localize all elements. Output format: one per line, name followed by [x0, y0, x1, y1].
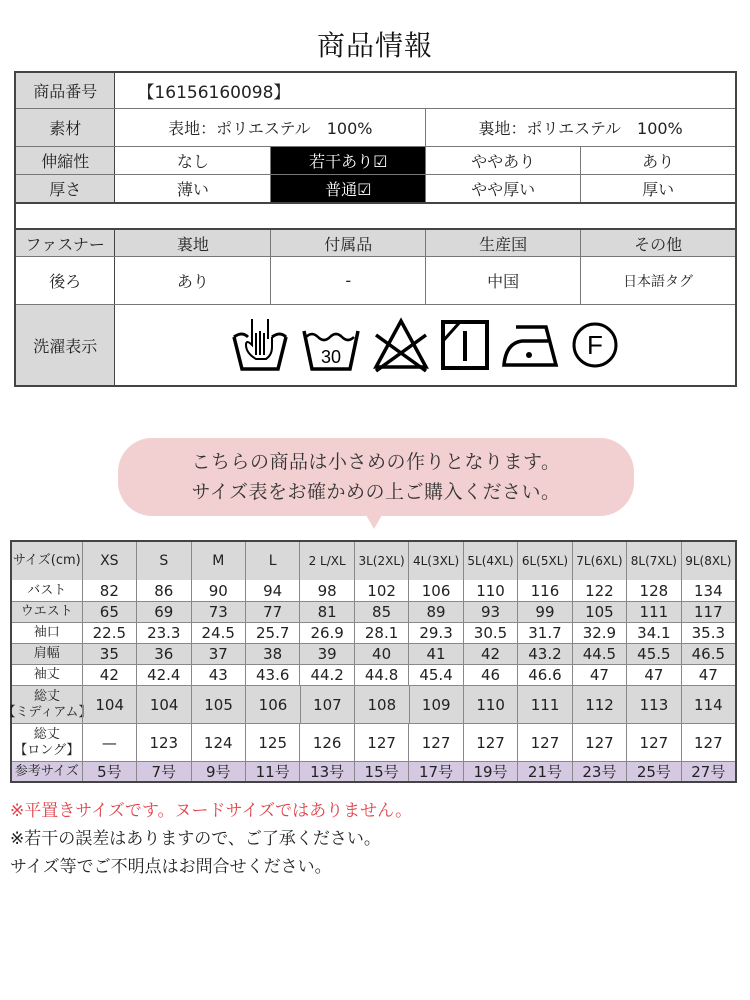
bubble-tail [366, 515, 382, 529]
size-value: 36 [136, 644, 190, 664]
care-label: 洗濯表示 [16, 305, 115, 385]
size-value: 90 [191, 580, 245, 601]
other-value: 日本語タグ [580, 257, 735, 304]
size-value: 77 [245, 602, 299, 622]
size-value: 19号 [463, 762, 517, 781]
size-value: 44.5 [572, 644, 626, 664]
size-value: 65 [82, 602, 136, 622]
stretch-option-selected: 若干あり☑ [270, 147, 425, 174]
size-value: 106 [408, 580, 462, 601]
size-value: 110 [463, 686, 517, 723]
size-value: 47 [681, 665, 735, 685]
country-value: 中国 [425, 257, 580, 304]
size-value: 109 [409, 686, 463, 723]
size-value: 13号 [299, 762, 353, 781]
thickness-row [16, 174, 735, 202]
care-icons-cell [115, 305, 735, 385]
stretch-option: ややあり [425, 147, 580, 174]
size-value: 110 [463, 580, 517, 601]
note-flat-measure: ※平置きサイズです。ヌードサイズではありません。 [10, 801, 413, 821]
size-value: 40 [354, 644, 408, 664]
size-value: 24.5 [191, 623, 245, 643]
size-value: 128 [626, 580, 680, 601]
size-value: 114 [681, 686, 735, 723]
size-row-label [12, 724, 82, 761]
size-value: 46 [463, 665, 517, 685]
product-info-table [14, 71, 737, 387]
stretch-option: あり [580, 147, 735, 174]
note-tolerance: ※若干の誤差はありますので、ご了承ください。 [10, 829, 381, 849]
size-value: 43.6 [245, 665, 299, 685]
size-value: 38 [245, 644, 299, 664]
size-value: 108 [354, 686, 408, 723]
size-row [12, 643, 735, 664]
size-value: 89 [408, 602, 462, 622]
size-value: 46.5 [681, 644, 735, 664]
size-value: 82 [82, 580, 136, 601]
size-header: 5L(4XL) [463, 542, 517, 580]
size-value: 34.1 [626, 623, 680, 643]
size-value: 85 [354, 602, 408, 622]
size-header: XS [82, 542, 136, 580]
size-value: 21号 [517, 762, 571, 781]
details-header-row [16, 228, 735, 256]
size-value: 35 [82, 644, 136, 664]
size-corner-label: サイズ(cm) [12, 553, 81, 568]
size-value: 43.2 [517, 644, 571, 664]
thickness-option: 薄い [176, 180, 209, 199]
size-value: 42.4 [136, 665, 190, 685]
size-row-label-sub: 【ミディアム】 [2, 704, 92, 720]
size-header: 8L(7XL) [626, 542, 680, 580]
size-value: 127 [354, 724, 408, 761]
size-value: 29.3 [408, 623, 462, 643]
no-bleach-icon [372, 317, 430, 373]
care-row [16, 304, 735, 385]
size-value: 42 [82, 665, 136, 685]
size-value: — [82, 724, 136, 761]
lining-header: 裏地 [115, 230, 270, 256]
notice-line-1: こちらの商品は小さめの作りとなります。 [191, 451, 561, 473]
size-value: 17号 [408, 762, 462, 781]
size-header: 4L(3XL) [408, 542, 462, 580]
size-value: 30.5 [463, 623, 517, 643]
size-value: 94 [245, 580, 299, 601]
iron-low-icon [500, 319, 560, 371]
size-value: 98 [299, 580, 353, 601]
size-value: 23号 [572, 762, 626, 781]
size-value: 45.4 [408, 665, 462, 685]
size-value: 105 [191, 686, 245, 723]
size-row-label-main: 総丈 [33, 726, 60, 742]
size-value: 116 [517, 580, 571, 601]
size-value: 39 [299, 644, 353, 664]
size-row [12, 723, 735, 761]
size-value: 25号 [626, 762, 680, 781]
thickness-label: 厚さ [16, 175, 115, 202]
size-row-label: 肩幅 [33, 646, 60, 661]
size-value: 25.7 [245, 623, 299, 643]
size-value: 42 [463, 644, 517, 664]
material-lining: 裏地：ポリエステル 100% [425, 109, 735, 146]
size-value: 111 [517, 686, 571, 723]
size-header-row [12, 542, 735, 580]
size-value: 113 [626, 686, 680, 723]
size-value: 47 [626, 665, 680, 685]
lining-value: あり [176, 272, 209, 291]
size-row [12, 622, 735, 643]
size-value: 127 [681, 724, 735, 761]
size-row-label: バスト [27, 582, 67, 598]
size-value: 47 [572, 665, 626, 685]
wash-30-icon [300, 317, 362, 373]
dry-clean-f-icon [570, 320, 620, 370]
size-value: 107 [300, 686, 354, 723]
size-value: 81 [299, 602, 353, 622]
thickness-option-selected: 普通☑ [270, 175, 425, 202]
accessories-value: - [270, 257, 425, 304]
material-label: 素材 [16, 109, 115, 146]
size-header: L [245, 542, 299, 580]
size-value: 112 [572, 686, 626, 723]
size-value: 124 [191, 724, 245, 761]
size-header: S [136, 542, 190, 580]
size-row-label-sub: 【ロング】 [14, 742, 80, 758]
material-row [16, 108, 735, 146]
size-value: 127 [572, 724, 626, 761]
size-value: 127 [517, 724, 571, 761]
size-value: 99 [517, 602, 571, 622]
size-row-label: 参考サイズ [14, 763, 79, 779]
size-row [12, 761, 735, 781]
size-header: 9L(8XL) [681, 542, 735, 580]
size-value: 15号 [354, 762, 408, 781]
other-header: その他 [580, 230, 735, 256]
size-value: 125 [245, 724, 299, 761]
svg-text:F: F [587, 330, 604, 360]
size-value: 122 [572, 580, 626, 601]
stretch-row [16, 146, 735, 174]
size-value: 102 [354, 580, 408, 601]
size-value: 28.1 [354, 623, 408, 643]
size-row [12, 664, 735, 685]
country-header: 生産国 [425, 230, 580, 256]
shade-line-dry-icon [440, 319, 490, 371]
hand-wash-icon [230, 317, 290, 373]
size-row [12, 601, 735, 622]
size-value: 69 [136, 602, 190, 622]
size-row [12, 580, 735, 601]
thickness-option: 厚い [580, 175, 735, 202]
size-row-label: 袖丈 [33, 667, 60, 682]
stretch-label: 伸縮性 [16, 147, 115, 174]
size-value: 105 [572, 602, 626, 622]
size-value: 43 [191, 665, 245, 685]
size-value: 22.5 [82, 623, 136, 643]
size-notes [10, 797, 412, 881]
size-value: 104 [82, 686, 136, 723]
zipper-label: ファスナー [16, 230, 115, 256]
size-value: 45.5 [626, 644, 680, 664]
notice-line-2: サイズ表をお確かめの上ご購入ください。 [191, 481, 561, 503]
size-value: 134 [681, 580, 735, 601]
details-values-row [16, 256, 735, 304]
size-value: 73 [191, 602, 245, 622]
size-value: 23.3 [136, 623, 190, 643]
product-number-label: 商品番号 [16, 73, 115, 108]
size-value: 41 [408, 644, 462, 664]
size-value: 46.6 [517, 665, 571, 685]
size-notice-bubble [118, 438, 634, 516]
size-value: 117 [681, 602, 735, 622]
size-value: 127 [463, 724, 517, 761]
wash-temp: 30 [321, 347, 342, 367]
size-value: 111 [626, 602, 680, 622]
thickness-option: やや厚い [425, 175, 580, 202]
size-value: 44.2 [299, 665, 353, 685]
size-row [2, 685, 735, 723]
size-value: 32.9 [572, 623, 626, 643]
stretch-option: なし [176, 152, 209, 171]
size-table [2, 540, 737, 783]
material-outer: 表地：ポリエステル 100% [168, 119, 373, 138]
spacer-row [16, 202, 735, 228]
size-value: 127 [626, 724, 680, 761]
product-number-value: 【16156160098】 [137, 83, 291, 103]
size-value: 93 [463, 602, 517, 622]
zipper-value: 後ろ [16, 257, 115, 304]
size-value: 44.8 [354, 665, 408, 685]
size-row-label: ウエスト [20, 604, 73, 619]
size-value: 37 [191, 644, 245, 664]
note-contact: サイズ等でご不明点はお問合せください。 [10, 857, 332, 877]
size-row-label [2, 686, 92, 723]
product-number-row [16, 73, 735, 108]
size-value: 106 [245, 686, 299, 723]
size-header: M [191, 542, 245, 580]
size-row-label: 袖口 [33, 625, 60, 640]
size-value: 123 [136, 724, 190, 761]
size-value: 27号 [681, 762, 735, 781]
size-header: 3L(2XL) [354, 542, 408, 580]
size-header: 7L(6XL) [572, 542, 626, 580]
size-value: 127 [408, 724, 462, 761]
size-value: 126 [299, 724, 353, 761]
size-header: 6L(5XL) [517, 542, 571, 580]
size-value: 11号 [245, 762, 299, 781]
size-value: 35.3 [681, 623, 735, 643]
accessories-header: 付属品 [270, 230, 425, 256]
size-value: 31.7 [517, 623, 571, 643]
size-header: 2 L/XL [299, 542, 353, 580]
size-value: 9号 [191, 762, 245, 781]
size-row-label-main: 総丈 [33, 688, 60, 704]
size-value: 104 [136, 686, 190, 723]
size-value: 7号 [136, 762, 190, 781]
size-value: 86 [136, 580, 190, 601]
size-value: 26.9 [299, 623, 353, 643]
size-value: 5号 [82, 762, 136, 781]
page-title: 商品情報 [316, 29, 433, 62]
